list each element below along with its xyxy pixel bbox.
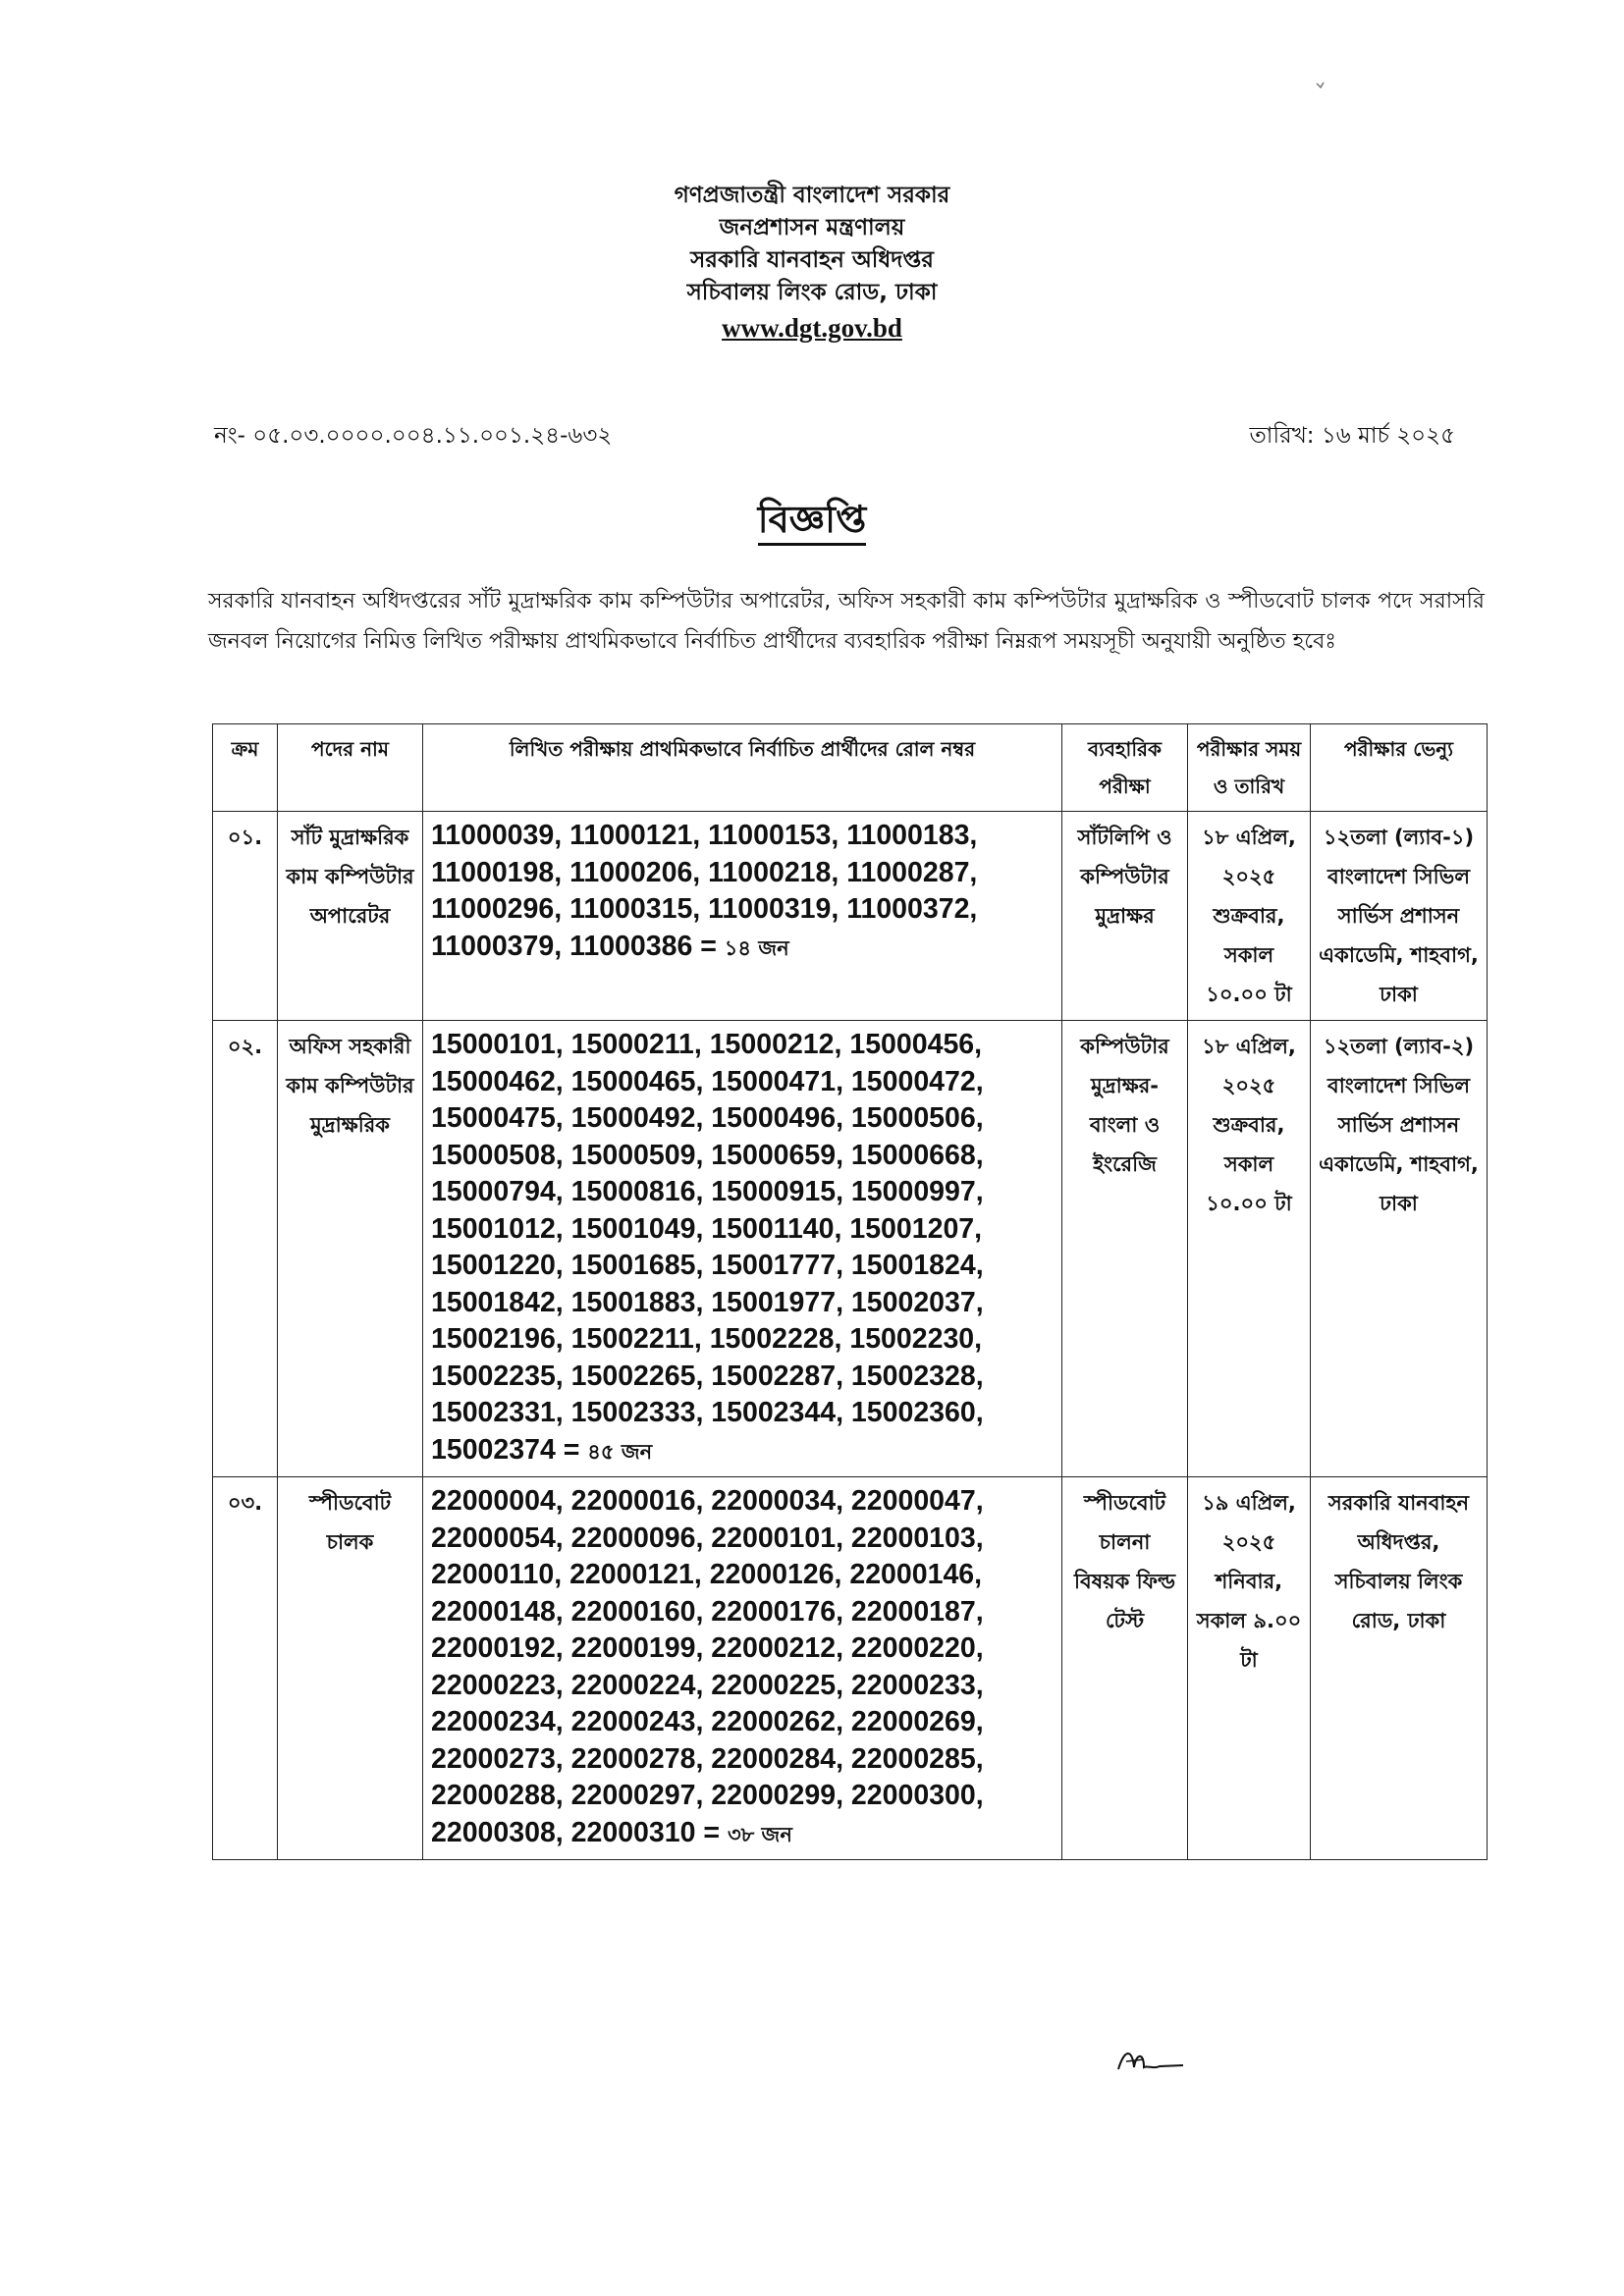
header-serial: ক্রম — [213, 724, 278, 812]
candidate-total: ১৪ জন — [724, 935, 789, 960]
table-header-row — [213, 724, 1488, 812]
ministry-name: জনপ্রশাসন মন্ত্রণালয় — [719, 215, 905, 240]
table-row — [213, 1477, 1488, 1860]
row-rolls — [423, 812, 1062, 1021]
row-serial: ০৩. — [213, 1477, 278, 1860]
notice-title — [0, 491, 1624, 554]
row-time: ১৮ এপ্রিল, ২০২৫ শুক্রবার, সকাল ১০.০০ টা — [1188, 812, 1311, 1021]
table-row — [213, 812, 1488, 1021]
row-venue: ১২তলা (ল্যাব-১) বাংলাদেশ সিভিল সার্ভিস প্রশাসন একাডেমি, শাহবাগ, ঢাকা — [1311, 812, 1488, 1021]
roll-numbers: 22000004, 22000016, 22000034, 22000047, 22000054, 22000096, 22000101, 22000103, 22000110, 22000121, 22000126, 22000146, 22000148, 22000160, 22000176, 22000187, 22000192, 22000199, 22000212, 22000220, 22000223, 22000224, 22000225, 22000233, 22000234, 22000243, 22000262, 22000269, 22000273, 22000278, 22000284, 22000285, 22000288, 22000297, 22000299, 22000300, 22000308, 22000310 = — [431, 1485, 984, 1848]
row-time: ১৮ এপ্রিল, ২০২৫ শুক্রবার, সকাল ১০.০০ টা — [1188, 1021, 1311, 1477]
table-row — [213, 1021, 1488, 1477]
row-exam: স্পীডবোট চালনা বিষয়ক ফিল্ড টেস্ট — [1062, 1477, 1188, 1860]
row-rolls — [423, 1021, 1062, 1477]
letterhead — [0, 180, 1624, 347]
candidate-total: ৩৮ জন — [727, 1822, 792, 1846]
row-time: ১৯ এপ্রিল, ২০২৫ শনিবার, সকাল ৯.০০ টা — [1188, 1477, 1311, 1860]
notice-date: তারিখ: ১৬ মার্চ ২০২৫ — [1249, 423, 1455, 449]
row-post: অফিস সহকারী কাম কম্পিউটার মুদ্রাক্ষরিক — [278, 1021, 423, 1477]
row-serial: ০২. — [213, 1021, 278, 1477]
website-link[interactable]: www.dgt.gov.bd — [722, 313, 902, 343]
signature-scribble — [1114, 2040, 1185, 2079]
scan-speck-mark — [1316, 81, 1326, 91]
header-post: পদের নাম — [278, 724, 423, 812]
row-serial: ০১. — [213, 812, 278, 1021]
row-exam: সাঁটলিপি ও কম্পিউটার মুদ্রাক্ষর — [1062, 812, 1188, 1021]
candidate-total: ৪৫ জন — [587, 1439, 653, 1464]
scan-speck — [1316, 77, 1326, 86]
row-venue: সরকারি যানবাহন অধিদপ্তর, সচিবালয় লিংক রোড, ঢাকা — [1311, 1477, 1488, 1860]
row-post: স্পীডবোট চালক — [278, 1477, 423, 1860]
memo-number: নং- ০৫.০৩.০০০০.০০৪.১১.০০১.২৪-৬৩২ — [214, 423, 613, 449]
department-name: সরকারি যানবাহন অধিদপ্তর — [690, 247, 934, 273]
signature — [1114, 2040, 1185, 2079]
office-address: সচিবালয় লিংক রোড, ঢাকা — [686, 280, 938, 305]
row-rolls — [423, 1477, 1062, 1860]
roll-numbers: 15000101, 15000211, 15000212, 15000456, 15000462, 15000465, 15000471, 15000472, 15000475, 15000492, 15000496, 15000506, 15000508, 15000509, 15000659, 15000668, 15000794, 15000816, 15000915, 15000997, 15001012, 15001049, 15001140, 15001207, 15001220, 15001685, 15001777, 15001824, 15001842, 15001883, 15001977, 15002037, 15002196, 15002211, 15002228, 15002230, 15002235, 15002265, 15002287, 15002328, 15002331, 15002333, 15002344, 15002360, 15002374 = — [431, 1029, 984, 1466]
row-venue: ১২তলা (ল্যাব-২) বাংলাদেশ সিভিল সার্ভিস প্রশাসন একাডেমি, শাহবাগ, ঢাকা — [1311, 1021, 1488, 1477]
intro-paragraph: সরকারি যানবাহন অধিদপ্তরের সাঁট মুদ্রাক্ষরিক কাম কম্পিউটার অপারেটর, অফিস সহকারী কাম কম্পিউটার মুদ্রাক্ষরিক ও স্পীডবোট চালক পদে সরাসরি জনবল নিয়োগের নিমিত্ত লিখিত পরীক্ষায় প্রাথমিকভাবে নির্বাচিত প্রার্থীদের ব্যবহারিক পরীক্ষা নিম্নরূপ সময়সূচী অনুযায়ী অনুষ্ঠিত হবেঃ — [208, 589, 1485, 654]
header-time: পরীক্ষার সময় ও তারিখ — [1188, 724, 1311, 812]
header-rolls: লিখিত পরীক্ষায় প্রাথমিকভাবে নির্বাচিত প্রার্থীদের রোল নম্বর — [423, 724, 1062, 812]
government-name: গণপ্রজাতন্ত্রী বাংলাদেশ সরকার — [674, 183, 950, 208]
row-post: সাঁট মুদ্রাক্ষরিক কাম কম্পিউটার অপারেটর — [278, 812, 423, 1021]
roll-numbers: 11000039, 11000121, 11000153, 11000183, 11000198, 11000206, 11000218, 11000287, 11000296, 11000315, 11000319, 11000372, 11000379, 11000386 = — [431, 820, 978, 962]
header-venue: পরীক্ষার ভেন্যু — [1311, 724, 1488, 812]
notice-title-text: বিজ্ঞপ্তি — [758, 498, 867, 546]
header-exam: ব্যবহারিক পরীক্ষা — [1062, 724, 1188, 812]
row-exam: কম্পিউটার মুদ্রাক্ষর- বাংলা ও ইংরেজি — [1062, 1021, 1188, 1477]
exam-schedule-table — [212, 723, 1488, 1860]
